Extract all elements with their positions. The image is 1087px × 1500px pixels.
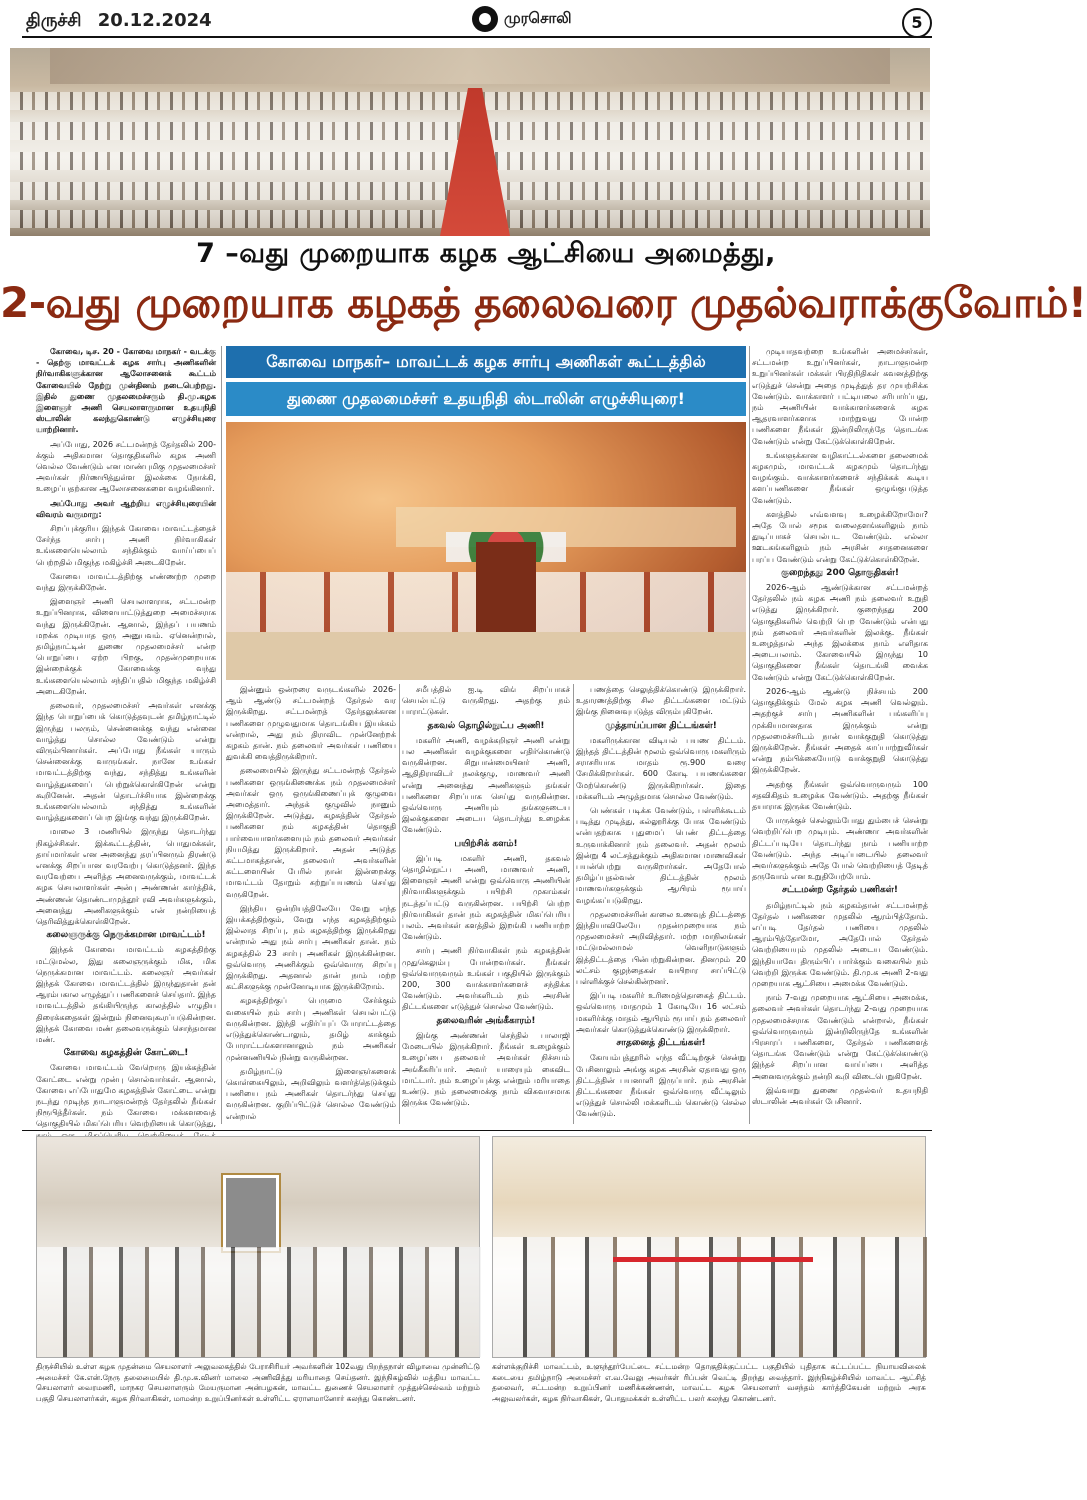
article-column-3 <box>402 684 570 1124</box>
section-heading: தகவல் தொழில்நுட்ப அணி! <box>427 720 545 731</box>
article-paragraph: முதலமைச்சரின் காலை உணவுத் திட்டத்தை இந்தியாவிலேயே முதன்முறையாக நம் முதலமைச்சர் அறிவித்தார். மற்ற மாநிலங்கள் மட்டுமல்லாமல் வெளிநாடுகளும் இத்திட்டத்தை பின்பற்றுகின்றன. தினமும் 20 லட்சம் குழந்தைகள் வயிறார சாப்பிட்டு பள்ளிக்குச் செல்கின்றனர். <box>576 909 746 987</box>
section-heading: முத்தாய்ப்பான திட்டங்கள்! <box>605 720 717 731</box>
article-paragraph: களத்தில் எவ்வளவு உழைக்கிறோமோ? அதே போல் சமூக வலைதளங்களிலும் நாம் துடிப்பாகச் செயல்பட வேண்டும். எல்லா ஊடகங்களிலும் நம் அரசின் சாதனைகளை பரப்ப வேண்டும் என்று கேட்டுக்கொள்கிறேன். <box>752 509 928 564</box>
red-ribbon <box>613 1257 813 1262</box>
ribbon-cutting-photo <box>492 1136 926 1358</box>
meeting-hall-photo <box>10 48 930 236</box>
article-paragraph: இங்கு அண்ணன் செந்தில் பாலாஜி மேடையில் இருக்கிறார். நீங்கள் உழைக்கும் உழைப்பை தலைவர் அவர்கள் நிச்சயம் அங்கீகரிப்பார். அவர் யாரையும் கைவிட மாட்டார். நம் உழைப்புக்கு என்றும் மரியாதை உண்டு. நம் தலைமைக்கு நாம் விசுவாசமாக இருக்க வேண்டும். <box>402 1030 570 1108</box>
section-heading: குறைந்தது 200 தொகுதிகள்! <box>781 567 899 578</box>
masthead-rule <box>22 36 932 38</box>
article-paragraph: தமிழ்நாட்டில் நம் கழகம்தான் சட்டமன்றத் தேர்தல் பணிகளை முதலில் ஆரம்பித்தோம். எப்படி தேர்தல் பணியை முதலில் ஆரம்பித்தோமோ, அதேபோல் தேர்தல் வெற்றியையும் முதலில் அடைய வேண்டும். இந்தியாவே திரும்பிப் பார்க்கும் வகையில் நம் வெற்றி இருக்க வேண்டும். தி.மு.க அணி 2-வது முறையாக ஆட்சியை அமைக்க வேண்டும். <box>752 900 928 988</box>
article-paragraph: கோவை மாவட்டத்திற்கு எண்ணற்ற முறை வந்து இருக்கிறேன். <box>36 571 216 593</box>
article-paragraph: இப்படி மகளிர் அணி, தகவல் தொழில்நுட்ப அணி, மாணவர் அணி, இளைஞர் அணி என்று ஒவ்வொரு அணியின் நிர்வாகிகளுக்கும் பயிற்சி முகாம்கள் நடத்தப்பட்டு வருகின்றன. பயிற்சி பெற்ற நிர்வாகிகள் தான் நம் கழகத்தின் மிகப்பெரிய பலம். அவர்கள் களத்தில் இறங்கி பணியாற்ற வேண்டும். <box>402 853 570 942</box>
edition-date: 20.12.2024 <box>97 10 212 31</box>
subhead-box <box>226 346 746 418</box>
article-paragraph: தலைமையில் இருந்து சட்டமன்றத் தேர்தல் பணிகளை ஒருங்கிணைக்க நம் முதலமைச்சர் அவர்கள் ஒரு ஒருங்கிணைப்புக் குழுவை அமைத்தார். அந்தக் குழுவில் நானும் இருக்கிறேன். அடுத்து, கழகத்தின் தேர்தல் பணிகளை நம் கழகத்தின் தொகுதி பார்வையாளர்களையும் நம் தலைவர் அவர்கள் நியமித்து இருக்கிறார். அதன் அடுத்த கட்டமாகத்தான், தலைவர் அவர்களின் கட்டளையின் பேரில் நான் இன்றைக்கு மாவட்டம் தோறும் சுற்றுப்பயணம் செய்து வருகிறேன். <box>226 766 396 899</box>
article-column-1 <box>36 346 216 1129</box>
section-heading: கோவை கழகத்தின் கோட்டை! <box>63 1048 189 1059</box>
section-heading: கலைஞருக்கு நெருக்கமான மாவட்டம்! <box>46 930 206 941</box>
article-paragraph: இந்திய ஒன்றியத்திலேயே வேறு எந்த இயக்கத்திற்கும், வேறு எந்த கழகத்திற்கும் இல்லாத சிறப்பு, நம் கழகத்திற்கு இருக்கிறது என்றால் அது நம் சார்பு அணிகள் தான். நம் கழகத்தில் 23 சார்பு அணிகள் இருக்கின்றன. ஒவ்வொரு அணிக்கும் ஒவ்வொரு சிறப்பு இருக்கிறது. அதனால் தான் நாம் மற்ற கட்சிகளுக்கு முன்னோடியாக இருக்கிறோம். <box>226 903 396 992</box>
article-column-5 <box>752 346 928 1124</box>
article-paragraph: அப்போது அவர் ஆற்றிய எழுச்சியுரையின் விவரம் வருமாறு: <box>36 498 216 519</box>
section-heading: தலைவரின் அங்கீகாரம்! <box>436 1015 536 1026</box>
article-paragraph: இளைஞர் அணி செயலாளராக, சட்டமன்ற உறுப்பினராக, விளையாட்டுத்துறை அமைச்சராக வந்து இருக்கிறேன். ஆனால், இந்தப் பயணம் மறக்க முடியாத ஒரு அனுபவம். ஏனென்றால், தமிழ்நாட்டின் துணை முதலமைச்சர் என்ற பொறுப்பை ஏற்ற பிறகு, முதன்முறையாக இன்றைக்குக் கோவைக்கு வந்து உங்களையெல்லாம் சந்திப்பதில் மிகுந்த மகிழ்ச்சி அடைகிறேன். <box>36 597 216 696</box>
page-number: 5 <box>902 8 932 38</box>
photo-caption-left: திருச்சியில் உள்ள கழக முதன்மை செயலாளர் அலுவலகத்தில் பேராசிரியர் அவர்களின் 102வது பிறந்தநாள் விழாவை முன்னிட்டு அமைச்சர் கே.என்.நேரு தலைமையில் தி.மு.க.வினர் மாலை அணிவித்து மரியாதை செய்தனர். இந்நிகழ்வில் மத்திய மாவட்ட செயலாளர் வைரமணி, மாநகர செயலாளரும் மேயருமான அன்பழகன், மாவட்ட துணைச் செயலாளர் முத்துச்செல்வம் மற்றும் பகுதி செயலாளர்கள், கழக நிர்வாகிகள், மாமன்ற உறுப்பினர்கள் உள்ளிட்ட ஏராளமானோர் கலந்து கொண்டனர். <box>36 1362 480 1403</box>
stage-speech-photo <box>226 422 746 680</box>
article-paragraph: சமீபத்தில் ஐ.டி விங் சிறப்பாகச் செயல்பட்டு வருகிறது. அதற்கு நம் பாராட்டுகள். <box>402 685 570 717</box>
article-paragraph: அதற்கு நீங்கள் ஒவ்வொருவரும் 100 சதவிகிதம் உழைக்க வேண்டும். அதற்கு நீங்கள் தயாராக இருக்க வேண்டும். <box>752 779 928 811</box>
article-paragraph: 2026-ஆம் ஆண்டு நிச்சயம் 200 தொகுதிக்கும் மேல் கழக அணி வெல்லும். அதற்குச் சார்பு அணிகளின் பங்களிப்பு முக்கியமானதாக இருக்கும் என்று முதலமைச்சரிடம் நான் வாக்குறுதி கொடுத்து இருக்கிறேன். நீங்கள் அதைக் காப்பாற்றுவீர்கள் என்று நம்பிக்கையோடு வாக்குறுதி கொடுத்து இருக்கிறேன். <box>752 686 928 775</box>
article-paragraph: மகளிர் அணி, வழக்கறிஞர் அணி என்று பல அணிகள் வழக்குகளை எதிர்கொண்டு வருகின்றன. சிறுபான்மையினர் அணி, ஆதிதிராவிடர் நலக்குழு, மாணவர் அணி என்று அனைத்து அணிகளும் தங்கள் பணிகளை சிறப்பாக செய்து வருகின்றன. ஒவ்வொரு அணியும் தங்களுடைய இலக்குகளை அடைய தொடர்ந்து உழைக்க வேண்டும். <box>402 735 570 835</box>
column-divider <box>221 346 222 1124</box>
headline-main: 2-வது முறையாக கழகத் தலைவரை முதல்வராக்குவோம்! <box>0 278 1087 327</box>
article-paragraph: சார்பு அணி நிர்வாகிகள் நம் கழகத்தின் முதுகெலும்பு போன்றவர்கள். நீங்கள் ஒவ்வொருவரும் உங்கள் பகுதியில் இருக்கும் 200, 300 வாக்காளர்களைச் சந்திக்க வேண்டும். அவர்களிடம் நம் அரசின் திட்டங்களை எடுத்துச் சொல்ல வேண்டும். <box>402 946 570 1012</box>
paper-name: முரசொலி <box>504 9 572 27</box>
column-divider <box>573 684 574 1124</box>
officials-group <box>493 1237 927 1357</box>
podium <box>476 542 536 632</box>
article-paragraph: முடியாதவற்றை உங்களின் அமைச்சர்கள், சட்டமன்ற உறுப்பினர்கள், நாடாளுமன்ற உறுப்பினர்கள் மக்கள் பிரதிநிதிகள் கவனத்திற்கு எடுத்துச் சென்று அதை முடித்துத் தர முயற்சிக்க வேண்டும். வாக்காளர் பட்டியலை சரிபார்ப்பது, நம் அணியின் வாக்காளர்களைக் கழக ஆதரவாளர்களாக மாற்றுவது போன்ற பணிகளை நீங்கள் இன்றிலிருந்தே தொடங்க வேண்டும் என்று கேட்டுக்கொள்கிறேன். <box>752 347 928 446</box>
article-lede: கோவை, டிச. 20 - கோவை மாநகர் - வடக்கு - தெற்கு மாவட்டக் கழக சார்பு அணிகளின் நிர்வாகிகளுக்கான ஆலோசனைக் கூட்டம் கோவையில் நேற்று முன்தினம் நடைபெற்றது. இதில் துணை முதலமைச்சரும் தி.மு.கழக இளைஞர் அணி செயலாளருமான உதயநிதி ஸ்டாலின் கலந்துகொண்டு எழுச்சியுரை யாற்றினார். <box>36 347 216 435</box>
article-paragraph: சிறப்புக்குரிய இந்தக் கோவை மாவட்டத்தைச் சேர்ந்த சார்பு அணி நிர்வாகிகள் உங்களையெல்லாம் சந்திக்கும் வாய்ப்பைப் பெற்றதில் மிகுந்த மகிழ்ச்சி அடைகிறேன். <box>36 524 216 567</box>
article-paragraph: தலைவர், முதலமைச்சர் அவர்கள் எனக்கு இந்த பொறுப்பைக் கொடுத்தவுடன் தமிழ்நாட்டில் இருந்து பலரும், சென்னைக்கு வந்து என்னை வாழ்த்து சொல்ல வேண்டும் என்று விரும்பினார்கள். அப்போது நீங்கள் யாரும் சென்னைக்கு வாருங்கள். நானே உங்கள் மாவட்டத்திற்கு வந்து, சந்தித்து உங்களின் வாழ்த்துகளைப் பெற்றுக்கொள்கிறேன் என்று கூறினேன். அதன் தொடர்ச்சியாக இன்றைக்கு உங்களையெல்லாம் சந்தித்து உங்களின் வாழ்த்துகளைப் பெற இங்கு வந்து இருக்கிறேன். <box>36 701 216 823</box>
rising-sun-logo-icon <box>472 6 498 32</box>
article-column-4 <box>576 684 746 1124</box>
article-paragraph: மகளிருக்கான விடியல் பயண திட்டம். இந்தத் திட்டத்தின் மூலம் ஒவ்வொரு மகளிரும் சராசரியாக மாதம் ரூ.900 வரை சேமிக்கிறார்கள். 600 கோடி பயணங்களை மேற்கொண்டு இருக்கிறார்கள். இதை மக்களிடம் அழுத்தமாக சொல்ல வேண்டும். <box>576 735 746 801</box>
article-paragraph: இந்தக் கோவை மாவட்டம் கழகத்திற்கு மட்டுமல்ல, இது கலைஞருக்கும் மிக, மிக நெருக்கமான மாவட்டம். கலைஞர் அவர்கள் இந்தக் கோவை மாவட்டத்தில் இருந்துதான் தன் ஆரம்பகால எழுத்துப் பணிகளைச் செய்தார். இந்த மாவட்டத்தில் தங்கியிருந்த காலத்தில் எழுதிய திரைக்கதைகள் இன்றும் நினைவுகூரப்படுகின்றன. இந்தக் கோவை மண் தலைவருக்கும் சொந்தமான மண். <box>36 945 216 1044</box>
article-paragraph: அப்போது, 2026 சட்டமன்றத் தேர்தலில் 200-க்கும் அதிகமான தொகுதிகளில் கழக அணி வெல்ல வேண்டும் என மாண்புமிகு முதலமைச்சர் அவர்கள் நிர்ணயித்துள்ள இலக்கை நோக்கி, உழைப்பதற்கான ஆலோசனைகளை வழங்கினார். <box>36 439 216 494</box>
headline-kicker: 7 –வது முறையாக கழக ஆட்சியை அமைத்து, <box>196 238 776 269</box>
edition-info <box>26 10 212 33</box>
article-paragraph: 2026-ஆம் ஆண்டுக்கான சட்டமன்றத் தேர்தலில் நம் கழக அணி நம் தலைவர் உறுதி எடுத்து இருக்கிறார். குறைந்தது 200 தொகுதிகளில் வெற்றி பெற வேண்டும் என்பது நம் தலைவர் அவர்களின் இலக்கு. நீங்கள் உழைத்தால் அந்த இலக்கை நாம் எளிதாக அடையலாம். கோவையில் இருந்து 10 தொகுதிகளை நீங்கள் தொடங்கி வைக்க வேண்டும் என்று கேட்டுக்கொள்கிறேன். <box>752 583 928 682</box>
tribute-event-photo <box>36 1136 480 1358</box>
edition-city: திருச்சி <box>26 10 82 31</box>
column-divider <box>399 684 400 1124</box>
paper-brand <box>472 6 572 32</box>
article-paragraph: மாலை 3 மணியில் இருந்து தொடர்ந்து நிகழ்ச்சிகள். இக்கூட்டத்தின், பொதுமக்கள், தாய்மார்கள் என அனைத்து தரப்பினரும் திரண்டு எனக்கு சிறப்பான வரவேற்பு கொடுத்தனர். இந்த வரவேற்பை அளித்த அனைவருக்கும், மாவட்டக் கழக செயலாளர்கள் அன்பு அண்ணன் கார்த்திக், அண்ணன் தொண்டாமுத்தூர் ரவி அவர்களுக்கும், அனைத்து அணிகளுக்கும் என் நன்றியைத் தெரிவித்துக்கொள்கிறேன். <box>36 827 216 926</box>
hall-back-wall <box>50 48 890 84</box>
article-paragraph: கோயம்புத்தூரில் எந்த வீட்டிற்குச் சென்று பேசினாலும் அங்கு கழக அரசின் ஏதாவது ஒரு திட்டத்தின் பயனாளி இருப்பார். நம் அரசின் திட்டங்களை நீங்கள் ஒவ்வொரு வீட்டிலும் எடுத்துச் சொல்லி மக்களிடம் கொண்டு செல்ல வேண்டும். <box>576 1053 746 1119</box>
garlanded-portrait <box>223 1175 279 1251</box>
section-heading: சாதனைத் திட்டங்கள்! <box>616 1038 706 1049</box>
article-column-2 <box>226 684 396 1124</box>
party-members-group <box>37 1247 481 1357</box>
stage-floor <box>226 632 746 680</box>
section-heading: சட்டமன்ற தேர்தல் பணிகள்! <box>781 885 899 896</box>
article-paragraph: உங்களுக்கான வழிகாட்டல்களை தலைமைக் கழகமும், மாவட்டக் கழகமும் தொடர்ந்து வழங்கும். வாக்காளர்களைச் சந்திக்கக் கூடிய களப்பணிகளை நீங்கள் ஒழுங்குபடுத்த வேண்டும். <box>752 450 928 505</box>
article-paragraph: இவ்வாறு துணை முதல்வர் உதயநிதி ஸ்டாலின் அவர்கள் பேசினார். <box>752 1085 928 1106</box>
article-paragraph: இன்னும் ஒன்றரை வருடங்களில் 2026-ஆம் ஆண்டு சட்டமன்றத் தேர்தல் வர இருக்கிறது. சட்டமன்றத் தேர்தலுக்கான பணிகளை முழுவதுமாக தொடங்கிய இயக்கம் என்றால், அது நம் திராவிட முன்னேற்றக் கழகம் தான். நம் தலைவர் அவர்கள் பணியை துவக்கி வைத்திருக்கிறார். <box>226 685 396 762</box>
article-paragraph: தமிழ்நாட்டு இளைஞர்களைக் கொள்கையிலும், அறிவிலும் வளர்த்தெடுக்கும் பணியை நம் அணிகள் தொடர்ந்து செய்து வருகின்றன. குறிப்பிட்டுச் சொல்ல வேண்டும் என்றால் <box>226 1066 396 1121</box>
subhead-line-1: கோவை மாநகர்– மாவட்டக் கழக சார்பு அணிகள் கூட்டத்தில் <box>226 346 746 378</box>
photo-caption-right: கள்ளக்குறிச்சி மாவட்டம், உளுந்தூர்பேட்டை சட்டமன்ற தொகுதிக்குட்பட்ட பகுதியில் புதிதாக கட்டப்பட்ட நியாயவிலைக் கடையை தமிழ்நாடு அமைச்சர் எ.வ.வேலு அவர்கள் ரிப்பன் வெட்டி திறந்து வைத்தார். இந்நிகழ்ச்சியில் மாவட்ட ஆட்சித் தலைவர், சட்டமன்ற உறுப்பினர் மணிக்கண்ணன், மாவட்ட கழக செயலாளர் வசந்தம் கார்த்திகேயன் மற்றும் அரசு அலுவலர்கள், கழக நிர்வாகிகள், பொதுமக்கள் உள்ளிட்ட பலர் கலந்து கொண்டனர். <box>492 1362 926 1403</box>
column-divider <box>749 346 750 1124</box>
article-paragraph: பணத்தை செலுத்திக்கொண்டு இருக்கிறார். உதாரணத்திற்கு சில திட்டங்களை மட்டும் இங்கு நினைவுபடுத்த விரும்புகிறேன். <box>576 685 746 717</box>
article-paragraph: பெண்கள் படிக்க வேண்டும், பள்ளிக்கூடம் படித்து முடித்து, கல்லூரிக்கு போக வேண்டும் என்பதற்காக புதுமைப் பெண் திட்டத்தை உருவாக்கினார் நம் தலைவர். அதன் மூலம் இன்று 4 லட்சத்துக்கும் அதிகமான மாணவிகள் பயன்பெற்று வருகிறார்கள். அதேபோல் தமிழ்ப்புதல்வன் திட்டத்தின் மூலம் மாணவர்களுக்கும் ஆயிரம் ரூபாய் வழங்கப்படுகிறது. <box>576 806 746 905</box>
article-paragraph: போருக்குச் செல்லும்போது தும்பைச் சென்று வெற்றிப்பெற முடியும். அண்ணா அவர்களின் திட்டப்படியே தொடர்ந்து நாம் பணியாற்ற வேண்டும். அந்த அடிப்படையில் தலைவர் அவர்களுக்கும் அதே போல் வெற்றியைத் தேடித் தருவோம் என உறுதியேற்போம். <box>752 816 928 882</box>
article-paragraph: கோவை மாவட்டம் வேறொரு இயக்கத்தின் கோட்டை என்று முன்பு சொல்வார்கள். ஆனால், கோவை எப்போதுமே கழகத்தின் கோட்டை என்று நடந்து முடிந்த நாடாளுமன்றத் தேர்தலில் நீங்கள் நிரூபித்தீர்கள். நம் கோவை மக்களவைத் தொகுதியில் மிகப்பெரிய வெற்றியைக் கொடுத்து, <box>36 1063 216 1129</box>
masthead <box>0 0 972 52</box>
section-rule <box>22 1130 932 1131</box>
article-paragraph: நாம் 7-வது முறையாக ஆட்சியை அமைக்க, தலைவர் அவர்கள் தொடர்ந்து 2-வது முறையாக முதலமைச்சராக வேண்டும் என்றால், நீங்கள் ஒவ்வொருவரும் இன்றிலிருந்தே உங்களின் பிரசாரப் பணிகளை, தேர்தல் பணிகளைத் தொடங்க வேண்டும் என்று கேட்டுக்கொண்டு இந்தச் சிறப்பான வாய்ப்பை அளித்த அனைவருக்கும் நன்றி கூறி விடைபெறுகிறேன். <box>752 993 928 1081</box>
section-heading: பயிற்சிக் களம்! <box>454 838 518 849</box>
subhead-line-2: துணை முதலமைச்சர் உதயநிதி ஸ்டாலின் எழுச்சியுரை! <box>226 382 746 416</box>
article-paragraph: கழகத்திற்குப் பெருமை சேர்க்கும் வகையில் நம் சார்பு அணிகள் செயல்பட்டு வருகின்றன. இந்தி எதிர்ப்புப் போராட்டத்தை எடுத்துக்கொண்டாலும், தமிழ் காக்கும் போராட்டங்களானாலும் நம் அணிகள் முன்னணியில் நின்று வருகின்றன. <box>226 996 396 1062</box>
article-paragraph: இப்படி மகளிர் உரிமைத்தொகைத் திட்டம். ஒவ்வொரு மாதமும் 1 கோடியே 16 லட்சம் மகளிர்க்கு மாதம் ஆயிரம் ரூபாய் நம் தலைவர் அவர்கள் கொடுத்துக்கொண்டு இருக்கிறார். <box>576 991 746 1034</box>
